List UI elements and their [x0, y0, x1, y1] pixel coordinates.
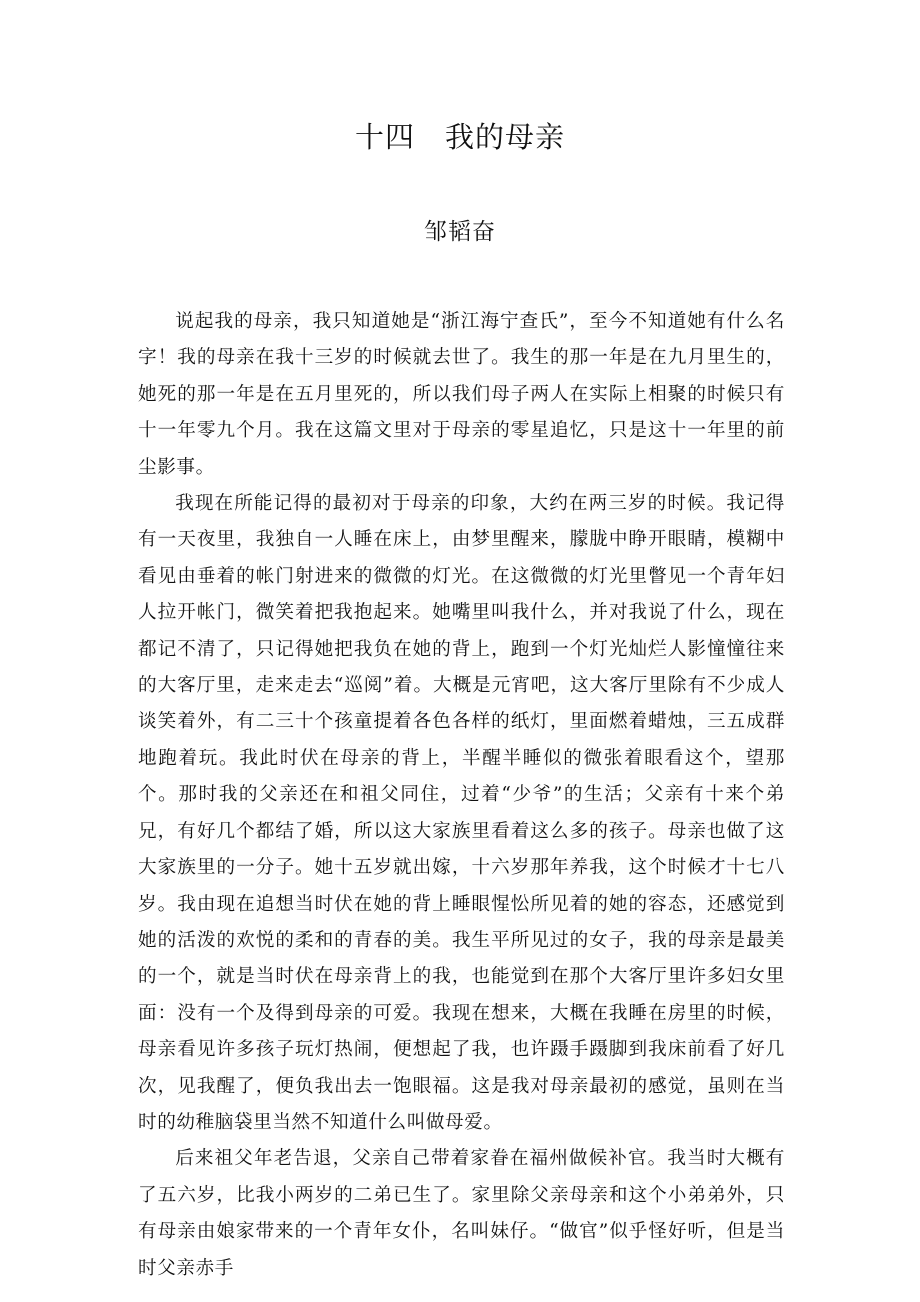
article-body: [138, 304, 785, 1287]
paragraph: 说起我的母亲，我只知道她是“浙江海宁查氏”，至今不知道她有什么名字！我的母亲在我十三岁的时候就去世了。我生的那一年是在九月里生的，她死的那一年是在五月里死的，所以我们母子两人在实际上相聚的时候只有十一年零九个月。我在这篇文里对于母亲的零星追忆，只是这十一年里的前尘影事。: [138, 311, 785, 478]
chapter-title: 十四 我的母亲: [354, 120, 565, 154]
author-name: 邹韬奋: [424, 219, 496, 245]
paragraph: 后来祖父年老告退，父亲自己带着家眷在福州做候补官。我当时大概有了五六岁，比我小两岁的二弟已生了。家里除父亲母亲和这个小弟弟外，只有母亲由娘家带来的一个青年女仆，名叫妹仔。“做官”似乎怪好听，但是当时父亲赤手: [138, 1148, 785, 1279]
paragraph: 我现在所能记得的最初对于母亲的印象，大约在两三岁的时候。我记得有一天夜里，我独自一人睡在床上，由梦里醒来，朦胧中睁开眼睛，模糊中看见由垂着的帐门射进来的微微的灯光。在这微微的灯光里瞥见一个青年妇人拉开帐门，微笑着把我抱起来。她嘴里叫我什么，并对我说了什么，现在都记不清了，只记得她把我负在她的背上，跑到一个灯光灿烂人影憧憧往来的大客厅里，走来走去“巡阅”着。大概是元宵吧，这大客厅里除有不少成人谈笑着外，有二三十个孩童提着各色各样的纸灯，里面燃着蜡烛，三五成群地跑着玩。我此时伏在母亲的背上，半醒半睡似的微张着眼看这个，望那个。那时我的父亲还在和祖父同住，过着“少爷”的生活；父亲有十来个弟兄，有好几个都结了婚，所以这大家族里看着这么多的孩子。母亲也做了这大家族里的一分子。她十五岁就出嫁，十六岁那年养我，这个时候才十七八岁。我由现在追想当时伏在她的背上睡眼惺忪所见着的她的容态，还感觉到她的活泼的欢悦的柔和的青春的美。我生平所见过的女子，我的母亲是最美的一个，就是当时伏在母亲背上的我，也能觉到在那个大客厅里许多妇女里面：没有一个及得到母亲的可爱。我现在想来，大概在我睡在房里的时候，母亲看见许多孩子玩灯热闹，便想起了我，也许蹑手蹑脚到我床前看了好几次，见我醒了，便负我出去一饱眼福。这是我对母亲最初的感觉，虽则在当时的幼稚脑袋里当然不知道什么叫做母爱。: [138, 493, 785, 1133]
